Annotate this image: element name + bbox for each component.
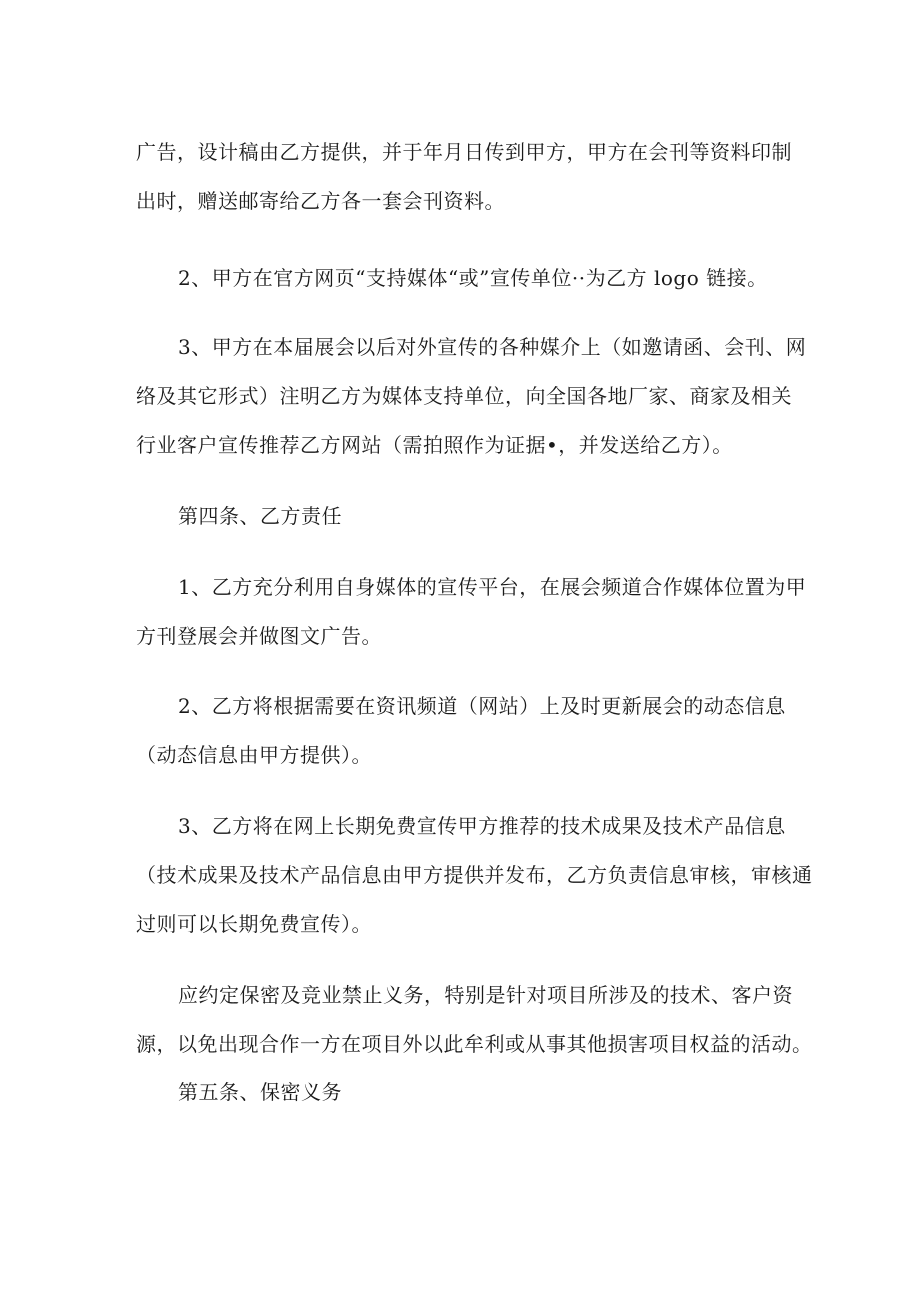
paragraph-line: 行业客户宣传推荐乙方网站（需拍照作为证据•，并发送给乙方）。 [136, 433, 733, 457]
paragraph-line: （动态信息由甲方提供）。 [136, 743, 372, 767]
section-heading: 第四条、乙方责任 [178, 504, 342, 528]
paragraph-line: （技术成果及技术产品信息由甲方提供并发布，乙方负责信息审核，审核通 [136, 863, 813, 887]
paragraph-line: 1、乙方充分利用自身媒体的宣传平台，在展会频道合作媒体位置为甲 [178, 575, 807, 599]
paragraph-line: 络及其它形式）注明乙方为媒体支持单位，向全国各地厂家、商家及相关 [136, 384, 792, 408]
paragraph-line: 方刊登展会并做图文广告。 [136, 624, 382, 648]
paragraph-line: 2、甲方在官方网页“支持媒体“或”宣传单位··为乙方 logo 链接。 [178, 266, 768, 290]
paragraph-line: 过则可以长期免费宣传）。 [136, 912, 372, 936]
paragraph-line: 广告，设计稿由乙方提供，并于年月日传到甲方，甲方在会刊等资料印制 [136, 140, 792, 164]
paragraph-line: 源，以免出现合作一方在项目外以此牟利或从事其他损害项目权益的活动。 [136, 1032, 813, 1056]
paragraph-line: 3、甲方在本届展会以后对外宣传的各种媒介上（如邀请函、会刊、网 [178, 335, 807, 359]
paragraph-line: 出时，赠送邮寄给乙方各一套会刊资料。 [136, 189, 505, 213]
paragraph-line: 应约定保密及竞业禁止义务，特别是针对项目所涉及的技术、客户资 [178, 983, 793, 1007]
paragraph-line: 3、乙方将在网上长期免费宣传甲方推荐的技术成果及技术产品信息 [178, 814, 786, 838]
section-heading: 第五条、保密义务 [178, 1080, 342, 1104]
paragraph-line: 2、乙方将根据需要在资讯频道（网站）上及时更新展会的动态信息 [178, 694, 786, 718]
